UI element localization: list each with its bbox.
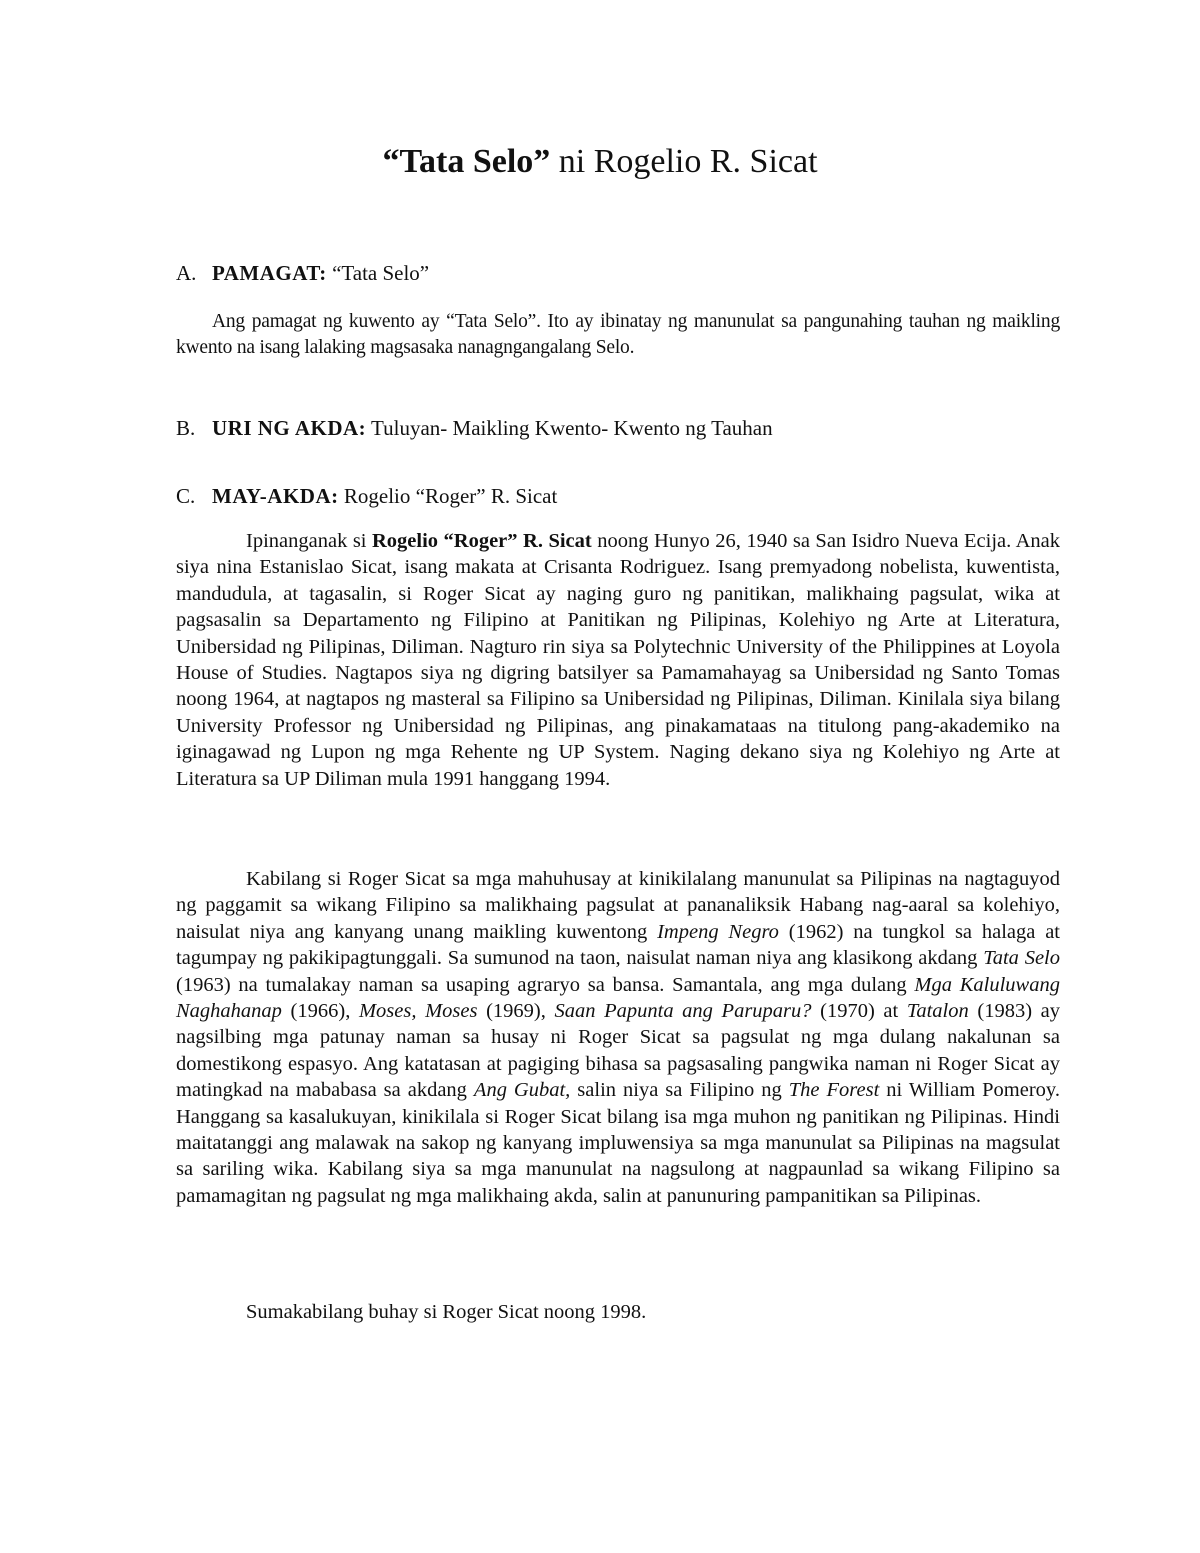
work-title: Ang Gubat, xyxy=(473,1079,571,1102)
work-title: The Forest xyxy=(788,1079,880,1102)
works-text: ni William Pomeroy. Hanggang sa kasalukuyan, kinikilala si Roger Sicat bilang isa mga muhon ng panitikan ng Pilipinas. Hindi maitatanggi ang malawak na sakop ng kanyang impluwensiya sa mga manunulat sa Pilipinas na magsulat sa sariling wika. Kabilang siya sa mga manunulat na nagsulong at nagpaunlad sa wikang Filipino sa pamamagitan ng pagsulat ng mga malikhaing akda, salin at panunuring pampanitikan sa Pilipinas. xyxy=(176,1079,1060,1207)
works-text: (1963) na tumalakay naman sa usaping agraryo sa bansa. Samantala, ang mga dulang xyxy=(176,973,915,996)
works-text: Kabilang si Roger Sicat sa mga mahuhusay at kinikilalang manunulat sa Pilipinas na nagtaguyod ng paggamit sa wikang Filipino sa malikhaing pagsulat at pananaliksik Habang nag-aaral sa kolehiyo, naisulat niya ang kanyang unang maikling kuwentong xyxy=(176,868,1060,943)
author-name-bold: Rogelio “Roger” R. Sicat xyxy=(371,530,592,552)
work-title: Mga Kaluluwang Naghahanap xyxy=(176,973,1060,1023)
works-text: (1962) na tungkol sa halaga at tagumpay ng pakikipagtunggali. Sa sumunod na taon, naisulat naman niya ang klasikong akdang xyxy=(176,920,1060,970)
section-a-heading xyxy=(176,258,1066,288)
section-b-value: Tuluyan- Maikling Kwento- Kwento ng Tauhan xyxy=(366,416,773,440)
biography-paragraph xyxy=(176,528,1060,792)
title-rest: ni Rogelio R. Sicat xyxy=(550,143,818,180)
work-title: Moses, Moses xyxy=(358,1000,478,1023)
section-c-letter: C. xyxy=(176,484,196,508)
work-title: Tatalon xyxy=(906,1000,969,1023)
works-text: (1983) ay nagsilbing mga patunay naman sa husay ni Roger Sicat sa pagsulat ng mga dulang nakalunan sa domestikong espasyo. Ang katatasan at pagiging bihasa sa pagsasaling pangwika naman ni Roger Sicat ay matingkad na mababasa sa akdang xyxy=(176,1000,1061,1102)
section-a-value: “Tata Selo” xyxy=(326,261,430,285)
section-c-heading xyxy=(176,481,1066,511)
biography-text-start: Ipinanganak si xyxy=(246,530,372,552)
section-c-value: Rogelio “Roger” R. Sicat xyxy=(338,484,558,508)
section-a-paragraph: Ang pamagat ng kuwento ay “Tata Selo”. Ito ay ibinatay ng manunulat sa pangunahing tauhan ng maikling kwento na isang lalaking magsasaka nanagngangalang Selo. xyxy=(176,311,1060,359)
title-bold: “Tata Selo” xyxy=(382,143,551,180)
work-title: Tata Selo xyxy=(983,947,1060,970)
biography-text-rest: noong Hunyo 26, 1940 sa San Isidro Nueva Ecija. Anak siya nina Estanislao Sicat, isang makata at Crisanta Rodriguez. Isang premyadong nobelista, kuwentista, mandudula, at tagasalin, si Roger Sicat ay naging guro ng panitikan, malikhaing pagsulat, wika at pagsasalin sa Departamento ng Filipino at Panitikan ng Pilipinas, Kolehiyo ng Arte at Literatura, Unibersidad ng Pilipinas, Diliman. Nagturo rin siya sa Polytechnic University of the Philippines at Loyola House of Studies. Nagtapos siya ng digring batsilyer sa Pamamahayag sa Unibersidad ng Santo Tomas noong 1964, at nagtapos ng masteral sa Filipino sa Unibersidad ng Pilipinas, Diliman. Kinilala siya bilang University Professor ng Unibersidad ng Pilipinas, ang pinakamataas na titulong pang-akademiko na iginagawad ng Lupon ng mga Rehente ng UP System. Naging dekano siya ng Kolehiyo ng Arte at Literatura sa UP Diliman mula 1991 hanggang 1994. xyxy=(176,530,1060,790)
works-text: (1970) at xyxy=(811,1000,907,1023)
work-title: Saan Papunta ang Paruparu? xyxy=(554,1000,812,1023)
section-c-label: MAY-AKDA: xyxy=(212,484,339,508)
works-text: (1966), xyxy=(281,1000,359,1023)
works-paragraph xyxy=(176,866,1060,1209)
death-paragraph: Sumakabilang buhay si Roger Sicat noong 1998. xyxy=(246,1301,647,1323)
section-a-label: PAMAGAT: xyxy=(212,261,327,285)
section-b-heading xyxy=(176,413,1066,443)
page-title xyxy=(0,140,1200,184)
section-a-letter: A. xyxy=(176,261,197,285)
section-b-letter: B. xyxy=(176,416,196,440)
work-title: Impeng Negro xyxy=(657,920,779,943)
works-text: salin niya sa Filipino ng xyxy=(570,1079,789,1102)
section-b-label: URI NG AKDA: xyxy=(212,416,367,440)
works-text: (1969), xyxy=(477,1000,555,1023)
